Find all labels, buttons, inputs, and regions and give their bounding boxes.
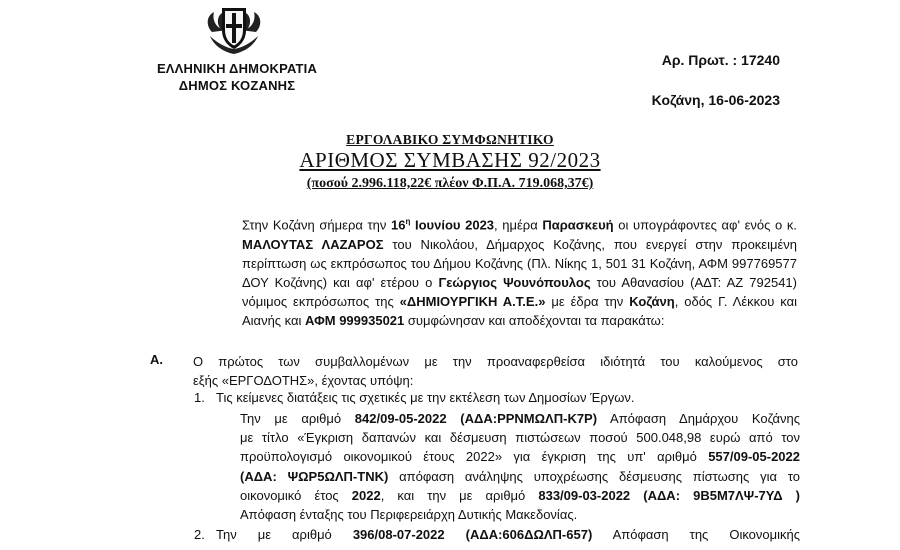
issuer-municipality: ΔΗΜΟΣ ΚΟΖΑΝΗΣ <box>178 78 296 93</box>
intro-line: Στην Κοζάνη σήμερα την $16^\eta$ Ιουνίου 2023, ημέρα Παρασκευή οι υπογράφοντες αφ' ενός ο κ. <box>242 217 797 233</box>
protocol-number: Αρ. Πρωτ. : 17240 <box>661 52 780 68</box>
intro-line: περίπτωση ως εκπρόσωπος του Δήμου Κοζάνης (Πλ. Νίκης 1, 501 31 Κοζάνη, ΑΦΜ 997769577 <box>242 255 797 271</box>
section-line: Ο πρώτος των συμβαλλομένων με την προαναφερθείσα ιδιότητά του καλούμενος στο <box>193 354 798 369</box>
place-date: Κοζάνη, 16-06-2023 <box>651 92 780 108</box>
contract-amount: (ποσού 2.996.118,22€ πλέον Φ.Π.Α. 719.068,37€) <box>306 176 594 191</box>
section-a-text <box>193 352 798 390</box>
item-line: (ΑΔΑ: ΨΩΡ5ΩΛΠ-ΤΝΚ) απόφαση ανάληψης υποχρέωσης δέσμευσης πίστωσης για το <box>240 468 801 484</box>
item-2-text: Την με αριθμό 396/08-07-2022 (ΑΔΑ:606ΔΩΛΠ-657) Απόφαση της Οικονομικής <box>216 527 801 542</box>
item-1-title: Τις κείμενες διατάξεις τις σχετικές με την εκτέλεση των Δημοσίων Έργων. <box>216 390 635 405</box>
intro-line: νόμιμος εκπρόσωπος της «ΔΗΜΙΟΥΡΓΙΚΗ Α.Τ.Ε.» με έδρα την Κοζάνη, οδός Γ. Λέκκου και <box>242 294 797 310</box>
greek-coat-of-arms-icon <box>202 2 266 56</box>
section-a-label: Α. <box>150 352 163 367</box>
contract-number: ΑΡΙΘΜΟΣ ΣΥΜΒΑΣΗΣ 92/2023 <box>299 148 601 172</box>
item-2-number: 2. <box>194 527 205 542</box>
intro-line: ΜΑΛΟΥΤΑΣ ΛΑΖΑΡΟΣ του Νικολάου, Δήμαρχος Κοζάνης, που ενεργεί στην προκειμένη <box>242 236 797 252</box>
document-type: ΕΡΓΟΛΑΒΙΚΟ ΣΥΜΦΩΝΗΤΙΚΟ <box>346 132 554 147</box>
intro-line: ΔΟΥ Κοζάνης) και αφ' ετέρου ο Γεώργιος Ψουνόπουλος του Αθανασίου (ΑΔΤ: ΑΖ 792541) <box>242 274 797 290</box>
issuer-state: ΕΛΛΗΝΙΚΗ ΔΗΜΟΚΡΑΤΙΑ <box>156 61 318 76</box>
item-1-body <box>240 409 800 524</box>
item-1-number: 1. <box>194 390 205 405</box>
item-line: Απόφαση ένταξης του Περιφερειάρχη Δυτικής Μακεδονίας. <box>240 507 578 523</box>
intro-paragraph <box>242 212 797 331</box>
section-line: εξής «ΕΡΓΟΔΟΤΗΣ», έχοντας υπόψη: <box>193 373 414 389</box>
item-line: οικονομικό έτος 2022, και την με αριθμό 833/09-03-2022 (ΑΔΑ: 9Β5Μ7ΛΨ-7ΥΔ ) <box>240 487 801 503</box>
item-line: προϋπολογισμό οικονομικού έτους 2022» για έγκριση της υπ' αριθμό 557/09-05-2022 <box>240 449 800 465</box>
item-line: με τίτλο «Έγκριση δαπανών και δέσμευση πιστώσεων ποσού 500.048,98 ευρώ από τον <box>240 430 800 446</box>
intro-line: Αιανής και ΑΦΜ 999935021 συμφώνησαν και αποδέχονται τα παρακάτω: <box>242 313 665 329</box>
issuer-block <box>142 60 332 94</box>
item-line: Την με αριθμό 842/09-05-2022 (ΑΔΑ:ΡΡΝΜΩΛΠ-Κ7Ρ) Απόφαση Δημάρχου Κοζάνης <box>240 411 800 426</box>
